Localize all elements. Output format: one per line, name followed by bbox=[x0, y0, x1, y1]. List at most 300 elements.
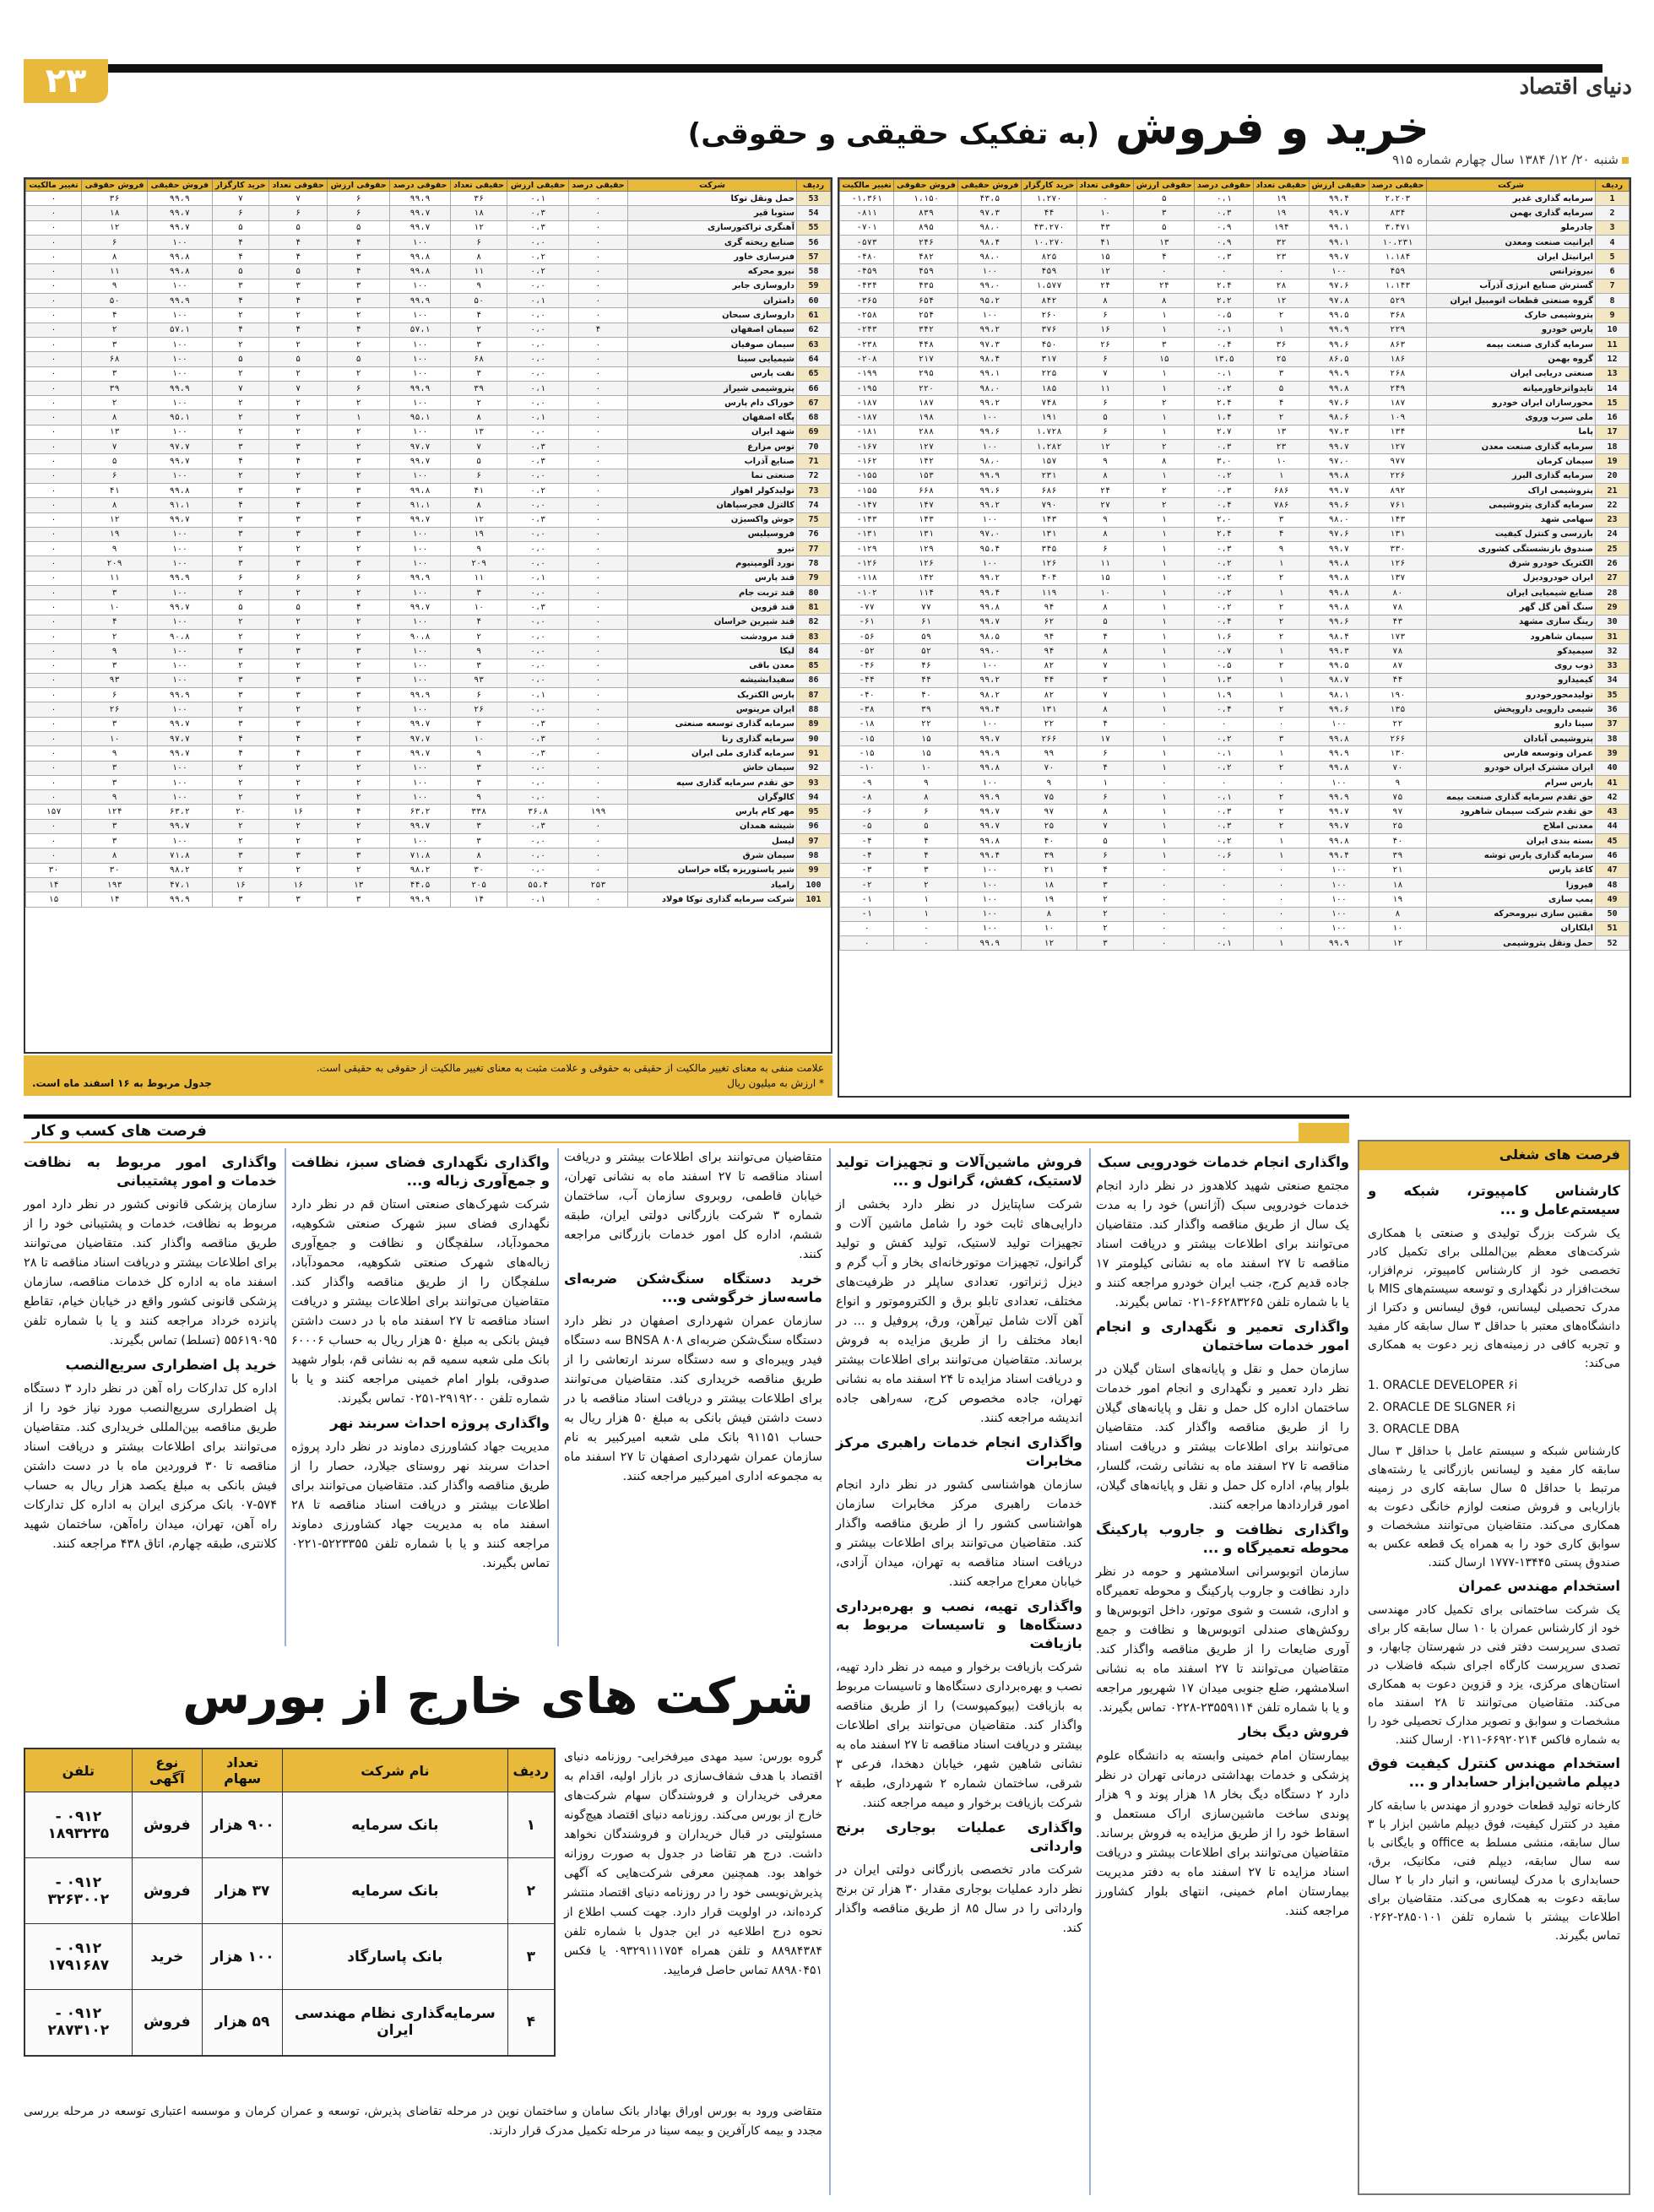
job-body: 3. ORACLE DBA bbox=[1368, 1423, 1460, 1436]
table-cell: ۹۹،۹ bbox=[148, 571, 213, 585]
table-cell: ۰،۰ bbox=[507, 469, 569, 483]
table-header-cell: تغییر مالکیت bbox=[840, 180, 894, 192]
table-cell: ۱ bbox=[1134, 542, 1195, 556]
table-cell: ۴۴ bbox=[894, 673, 958, 687]
table-cell: ۷۱،۸ bbox=[148, 848, 213, 863]
company-name: سرمایه گذاری پتروشیمی bbox=[1427, 498, 1596, 512]
column-divider bbox=[285, 1148, 286, 1646]
company-name: قند تربت جام bbox=[628, 586, 797, 600]
table-cell: ۱۵ bbox=[1134, 352, 1195, 366]
table-cell: ۱۰۰ bbox=[958, 512, 1022, 527]
table-cell: ۰ bbox=[26, 440, 82, 454]
table-cell: ۹۷،۷ bbox=[390, 440, 451, 454]
otc-cell: ۱۰۰ هزار bbox=[202, 1924, 282, 1990]
company-name: کیمیدارو bbox=[1427, 673, 1596, 687]
table-cell: ۹۹،۷ bbox=[1309, 483, 1369, 497]
table-cell: ۰ bbox=[568, 746, 627, 761]
table-cell: ۸۹۵ bbox=[894, 220, 958, 235]
table-cell: ۱۲ bbox=[1254, 294, 1310, 308]
table-cell: ۹۹،۷ bbox=[148, 819, 213, 833]
table-cell: ۱۰۰ bbox=[390, 542, 451, 556]
table-cell: ۰ bbox=[568, 366, 627, 381]
table-cell: ۰ bbox=[1254, 921, 1310, 935]
row-number: 16 bbox=[1596, 410, 1630, 425]
table-cell: ۰ bbox=[26, 644, 82, 659]
table-cell: ۹۹،۵ bbox=[1309, 659, 1369, 673]
table-cell: ۵۲- bbox=[840, 644, 894, 659]
table-cell: ۵ bbox=[269, 600, 328, 615]
table-row bbox=[26, 337, 831, 351]
table-cell: ۱۸۷ bbox=[1369, 396, 1426, 410]
table-cell: ۱،۶ bbox=[1195, 629, 1254, 643]
table-cell: ۱۸۱- bbox=[840, 425, 894, 439]
table-row bbox=[840, 425, 1630, 439]
row-number: 42 bbox=[1596, 790, 1630, 805]
table-cell: ۶۲ bbox=[1022, 615, 1077, 629]
table-cell: ۱۸ bbox=[82, 206, 148, 220]
table-cell: ۱۴۳ bbox=[1369, 512, 1426, 527]
table-cell: ۲۰۸- bbox=[840, 352, 894, 366]
table-cell: ۳ bbox=[894, 863, 958, 877]
table-cell: ۳ bbox=[212, 892, 269, 907]
table-cell: ۰ bbox=[568, 542, 627, 556]
row-number: 7 bbox=[1596, 279, 1630, 293]
company-name: ایران خودرودیزل bbox=[1427, 571, 1596, 585]
table-cell: ۹۹،۲ bbox=[958, 396, 1022, 410]
table-row bbox=[26, 454, 831, 469]
table-cell: ۸۶۳ bbox=[1369, 337, 1426, 351]
table-row bbox=[26, 863, 831, 877]
table-cell: ۵ bbox=[894, 819, 958, 833]
table-cell: ۹۵،۲ bbox=[958, 294, 1022, 308]
table-row bbox=[840, 644, 1630, 659]
company-name: پتروشیمی شیراز bbox=[628, 381, 797, 395]
table-cell: ۱ bbox=[1134, 834, 1195, 848]
table-cell: ۱۰،۲۳۱ bbox=[1369, 235, 1426, 249]
table-row bbox=[26, 556, 831, 571]
otc-header-row bbox=[24, 1748, 555, 1792]
table-cell: ۰،۰ bbox=[507, 366, 569, 381]
table-cell: ۰ bbox=[26, 235, 82, 249]
table-cell: ۲ bbox=[269, 775, 328, 789]
company-name: شیمیایی سینا bbox=[628, 352, 797, 366]
table-cell: ۲۶۶ bbox=[1369, 731, 1426, 745]
table-cell: ۷۴۸ bbox=[1022, 396, 1077, 410]
table-row bbox=[26, 717, 831, 731]
table-cell: ۲۶ bbox=[1076, 337, 1133, 351]
table-cell: ۸۲۵ bbox=[1022, 250, 1077, 264]
otc-intro: گروه بورس: سید مهدی میرفخرایی- روزنامه دنیای اقتصاد با هدف شفاف‌سازی در بازار اولیه، اقدام به معرفی خریداران و فروشندگان سهام شرکت‌های خارج از بورس می‌کند. روزنامه دنیای اقتصاد هیچ‌گونه مسئولیتی در قبال خریداران و فروشندگان نخواهد داشت. درج هر تقاضا در جدول به صورت روزانه خواهد بود. همچنین معرفی شرکت‌هایی که آگهی پذیرش‌نویسی خود را در روزنامه دنیای اقتصاد منتشر کرده‌اند، در اولویت قرار دارد. جهت کسب اطلاع از نحوه درج اطلاعیه در این جدول با شماره تلفن ۸۸۹۸۴۳۸۴ و تلفن همراه ۰۹۳۲۹۱۱۱۷۵۴ یا فکس ۸۸۹۸۰۴۵۱ تماس حاصل فرمایید. bbox=[564, 1750, 822, 1977]
otc-cell: فروش bbox=[132, 1990, 202, 2056]
table-header-cell: حقوقی تعداد bbox=[1076, 180, 1133, 192]
table-cell: ۳۰ bbox=[450, 863, 507, 877]
table-cell: ۳ bbox=[328, 892, 390, 907]
table-cell: ۸ bbox=[1134, 454, 1195, 469]
table-cell: ۰ bbox=[26, 615, 82, 629]
otc-row bbox=[24, 1924, 555, 1990]
company-name: نفت پارس bbox=[628, 366, 797, 381]
table-cell: ۱،۲۷۰ bbox=[1022, 192, 1077, 206]
table-cell: ۹- bbox=[840, 775, 894, 789]
table-cell: ۱ bbox=[1134, 644, 1195, 659]
table-row bbox=[26, 323, 831, 337]
table-cell: ۳ bbox=[212, 440, 269, 454]
table-cell: ۴ bbox=[269, 746, 328, 761]
table-cell: ۱۳۱ bbox=[1369, 527, 1426, 541]
row-number: 12 bbox=[1596, 352, 1630, 366]
row-number: 29 bbox=[1596, 600, 1630, 615]
table-header-cell: حقیقی ارزش bbox=[1309, 180, 1369, 192]
table-cell: ۱۹۰ bbox=[1369, 688, 1426, 702]
table-cell: ۱ bbox=[1254, 746, 1310, 761]
table-cell: ۲ bbox=[269, 586, 328, 600]
table-cell: ۱۰۰ bbox=[390, 425, 451, 439]
table-cell: ۱۵ bbox=[1076, 571, 1133, 585]
table-cell: ۲ bbox=[212, 366, 269, 381]
table-cell: ۹۹،۸ bbox=[958, 834, 1022, 848]
table-cell: ۰ bbox=[26, 746, 82, 761]
table-cell: ۰ bbox=[568, 527, 627, 541]
row-number: 99 bbox=[797, 863, 831, 877]
table-cell: ۷ bbox=[82, 440, 148, 454]
table-cell: ۲ bbox=[269, 396, 328, 410]
table-cell: ۰ bbox=[894, 921, 958, 935]
row-number: 51 bbox=[1596, 921, 1630, 935]
table-row bbox=[26, 629, 831, 643]
table-cell: ۰ bbox=[26, 498, 82, 512]
table-cell: ۰ bbox=[26, 659, 82, 673]
table-cell: ۳۹ bbox=[1022, 848, 1077, 863]
jobs-list bbox=[1359, 1170, 1629, 1955]
table-cell: ۹۱،۱ bbox=[148, 498, 213, 512]
table-cell: ۵۷،۱ bbox=[390, 323, 451, 337]
table-cell: ۹۹،۶ bbox=[958, 483, 1022, 497]
company-name: پاما bbox=[1427, 425, 1596, 439]
table-cell: ۸ bbox=[1134, 294, 1195, 308]
table-cell: ۱۳۷ bbox=[1369, 571, 1426, 585]
table-cell: ۹۹،۷ bbox=[390, 206, 451, 220]
table-cell: ۴۴ bbox=[1022, 206, 1077, 220]
table-cell: ۳ bbox=[269, 644, 328, 659]
table-row bbox=[840, 279, 1630, 293]
table-cell: ۸ bbox=[1076, 527, 1133, 541]
top-rule bbox=[57, 64, 1602, 73]
table-cell: ۱۰۰ bbox=[1309, 775, 1369, 789]
table-cell: ۵ bbox=[212, 352, 269, 366]
row-number: 85 bbox=[797, 659, 831, 673]
table-cell: ۲ bbox=[328, 396, 390, 410]
table-cell: ۰،۰ bbox=[507, 556, 569, 571]
table-cell: ۴ bbox=[894, 834, 958, 848]
table-cell: ۹۹،۶ bbox=[958, 425, 1022, 439]
table-cell: ۰ bbox=[568, 600, 627, 615]
company-name: قند شیرین خراسان bbox=[628, 615, 797, 629]
table-cell: ۴۵۹ bbox=[894, 264, 958, 279]
table-cell: ۱۰۰ bbox=[958, 775, 1022, 789]
table-row bbox=[26, 586, 831, 600]
company-name: سنگ آهن گل گهر bbox=[1427, 600, 1596, 615]
table-cell: ۹۹،۷ bbox=[148, 512, 213, 527]
table-cell: ۲۱ bbox=[1022, 863, 1077, 877]
ad-body: سازمان عمران شهرداری اصفهان در نظر دارد دستگاه سنگ‌شکن ضربه‌ای BNSA ۸۰۸ سه دستگاه فیدر ویبره‌ای و سه دستگاه سرند ارتعاشی را از طریق مناقصه خریداری کند. متقاضیان می‌توانند برای اطلاعات بیشتر و دریافت اسناد مناقصه با در دست داشتن فیش بانکی به مبلغ ۵۰ هزار ریال به حساب ۹۱۱۵۱ بانک ملی شعبه امیرکبیر به نام سازمان عمران شهرداری اصفهان تا ۲۷ اسفند ماه به مجموعه اداری امیرکبیر مراجعه کنند. bbox=[564, 1315, 823, 1483]
row-number: 54 bbox=[797, 206, 831, 220]
table-cell: ۳ bbox=[82, 586, 148, 600]
table-cell: ۰،۳ bbox=[507, 600, 569, 615]
table-cell: ۱،۳ bbox=[1195, 673, 1254, 687]
table-cell: ۵۰ bbox=[82, 294, 148, 308]
otc-footer: متقاضی ورود به بورس اوراق بهادار بانک سامان و ساختمان نوین در مرحله تقاضای پذیرش، توسعه و عمران کرمان و موسسه اعتباری توسعه در مرحله بررسی مجدد و بیمه کارآفرین و بیمه سینا در مرحله تکمیل مدرک قرار دارند. bbox=[24, 2105, 822, 2138]
row-number: 65 bbox=[797, 366, 831, 381]
table-cell: ۲ bbox=[269, 425, 328, 439]
table-cell: ۲۲ bbox=[894, 717, 958, 731]
company-name: تولیدمحورخودرو bbox=[1427, 688, 1596, 702]
table-cell: ۰ bbox=[26, 600, 82, 615]
table-cell: ۲- bbox=[840, 877, 894, 892]
table-cell: ۹۹،۷ bbox=[390, 454, 451, 469]
table-cell: ۰،۰ bbox=[507, 527, 569, 541]
table-cell: ۳- bbox=[840, 863, 894, 877]
table-cell: ۰ bbox=[26, 308, 82, 323]
table-row bbox=[840, 936, 1630, 951]
table-cell: ۹ bbox=[450, 790, 507, 805]
otc-header-cell: نوع آگهی bbox=[132, 1748, 202, 1792]
table-row bbox=[26, 425, 831, 439]
table-cell: ۹۹،۶ bbox=[1309, 498, 1369, 512]
table-cell: ۱۵۳ bbox=[894, 469, 958, 483]
table-row bbox=[840, 294, 1630, 308]
table-cell: ۰ bbox=[26, 469, 82, 483]
table-cell: ۲ bbox=[1076, 892, 1133, 907]
row-number: 10 bbox=[1596, 323, 1630, 337]
row-number: 36 bbox=[1596, 702, 1630, 717]
table-cell: ۹۳ bbox=[450, 673, 507, 687]
company-name: سرمایه گذاری صنعت معدن bbox=[1427, 440, 1596, 454]
table-cell: ۲ bbox=[1134, 498, 1195, 512]
table-row bbox=[26, 819, 831, 833]
row-number: 72 bbox=[797, 469, 831, 483]
table-cell: ۸ bbox=[82, 848, 148, 863]
job-body: 1. ORACLE DEVELOPER ۶i bbox=[1368, 1379, 1518, 1392]
table-cell: ۰،۰ bbox=[507, 863, 569, 877]
stock-table-right bbox=[838, 177, 1631, 1098]
company-name: ایران مرینوس bbox=[628, 702, 797, 717]
table-cell: ۰،۳ bbox=[507, 454, 569, 469]
table-cell: ۲ bbox=[269, 308, 328, 323]
table-cell: ۰،۳ bbox=[1195, 819, 1254, 833]
table-cell: ۲۲ bbox=[1022, 717, 1077, 731]
table-cell: ۰ bbox=[1254, 717, 1310, 731]
table-cell: ۱۶۲- bbox=[840, 454, 894, 469]
table-cell: ۵ bbox=[1134, 220, 1195, 235]
company-name: پگاه اصفهان bbox=[628, 410, 797, 425]
table-cell: ۱۳ bbox=[1134, 235, 1195, 249]
table-cell: ۱۴۳- bbox=[840, 512, 894, 527]
table-cell: ۱۰ bbox=[1022, 921, 1077, 935]
row-number: 41 bbox=[1596, 775, 1630, 789]
company-name: صندوق بازنشستگی کشوری bbox=[1427, 542, 1596, 556]
ad-body: اداره کل تدارکات راه آهن در نظر دارد ۳ دستگاه پل اضطراری سریع‌النصب مورد نیاز خود را از طریق مناقصه بین‌المللی خریداری کند. متقاضیان می‌توانند برای اطلاعات بیشتر و دریافت اسناد مناقصه تا ۳۰ فروردین ماه با در دست داشتن فیش بانکی به مبلغ یکصد هزار ریال به حساب ۵۷۴-۰۷ بانک مرکزی ایران به اداره کل تدارکات راه آهن، تهران، میدان راه‌آهن، ساختمان شهید کلانتری، طبقه چهارم، اتاق ۴۳۸ مراجعه کنند. bbox=[24, 1382, 277, 1551]
table-cell: ۳ bbox=[269, 279, 328, 293]
table-cell: ۳۶ bbox=[1254, 337, 1310, 351]
otc-row bbox=[24, 1792, 555, 1858]
table-cell: ۶۳،۲ bbox=[390, 805, 451, 819]
table-cell: ۹۹،۹ bbox=[1309, 366, 1369, 381]
table-cell: ۳ bbox=[1134, 206, 1195, 220]
table-cell: ۷۷ bbox=[894, 600, 958, 615]
table-cell: ۱۶ bbox=[1076, 323, 1133, 337]
table-cell: ۴۵۹- bbox=[840, 264, 894, 279]
table-cell: ۲۳ bbox=[1254, 440, 1310, 454]
table-header-cell: حقیقی درصد bbox=[1369, 180, 1426, 192]
table-header-cell: ردیف bbox=[1596, 180, 1630, 192]
table-cell: ۵۶- bbox=[840, 629, 894, 643]
table-cell: ۱ bbox=[1134, 746, 1195, 761]
page-number: ۲۳ bbox=[24, 59, 108, 103]
company-name: شیر پاستوریزه پگاه خراسان bbox=[628, 863, 797, 877]
row-number: 9 bbox=[1596, 308, 1630, 323]
company-name: رینگ سازی مشهد bbox=[1427, 615, 1596, 629]
table-cell: ۲ bbox=[269, 469, 328, 483]
table-cell: ۳ bbox=[269, 688, 328, 702]
table-cell: ۱۶ bbox=[269, 877, 328, 892]
table-row bbox=[840, 483, 1630, 497]
table-cell: ۱۰ bbox=[450, 731, 507, 745]
table-cell: ۰،۲ bbox=[1195, 761, 1254, 775]
row-number: 33 bbox=[1596, 659, 1630, 673]
table-cell: ۴۷،۱ bbox=[148, 877, 213, 892]
table-header-cell: حقیقی تعداد bbox=[450, 180, 507, 192]
table-cell: ۳۴۵ bbox=[1022, 542, 1077, 556]
table-cell: ۲ bbox=[328, 761, 390, 775]
row-number: 62 bbox=[797, 323, 831, 337]
table-cell: ۴۰- bbox=[840, 688, 894, 702]
table-cell: ۷۸ bbox=[1369, 600, 1426, 615]
row-number: 48 bbox=[1596, 877, 1630, 892]
table-cell: ۰ bbox=[568, 396, 627, 410]
table-cell: ۲۰۹ bbox=[82, 556, 148, 571]
row-number: 82 bbox=[797, 615, 831, 629]
table-cell: ۱۰۰ bbox=[148, 425, 213, 439]
table-cell: ۱۰۹ bbox=[1369, 410, 1426, 425]
table-cell: ۱۶۷- bbox=[840, 440, 894, 454]
table-cell: ۱۰۰ bbox=[148, 469, 213, 483]
table-cell: ۹۷،۰ bbox=[1309, 454, 1369, 469]
table-row bbox=[840, 454, 1630, 469]
table-cell: ۹۹،۹ bbox=[148, 294, 213, 308]
table-cell: ۶ bbox=[82, 688, 148, 702]
otc-cell: فروش bbox=[132, 1792, 202, 1858]
table-cell: ۹ bbox=[82, 790, 148, 805]
otc-cell: خرید bbox=[132, 1924, 202, 1990]
table-cell: ۲ bbox=[450, 396, 507, 410]
table-cell: ۱،۱۴۳ bbox=[1369, 279, 1426, 293]
table-cell: ۱۳ bbox=[328, 877, 390, 892]
company-name: سرمایه گذاری بهمن bbox=[1427, 206, 1596, 220]
table-cell: ۹۹،۹ bbox=[958, 790, 1022, 805]
table-cell: ۶۸۶ bbox=[1254, 483, 1310, 497]
table-cell: ۴۰۴ bbox=[1022, 571, 1077, 585]
table-cell: ۳۸- bbox=[840, 702, 894, 717]
table-cell: ۴۰ bbox=[894, 688, 958, 702]
table-cell: ۰،۰ bbox=[507, 673, 569, 687]
table-cell: ۱۱ bbox=[1076, 381, 1133, 395]
row-number: 24 bbox=[1596, 527, 1630, 541]
table-cell: ۱۲ bbox=[82, 220, 148, 235]
table-row bbox=[840, 659, 1630, 673]
table-cell: ۹۷۷ bbox=[1369, 454, 1426, 469]
table-cell: ۹۹،۷ bbox=[148, 746, 213, 761]
table-cell: ۲۰۵ bbox=[450, 877, 507, 892]
table-cell: ۵ bbox=[1134, 192, 1195, 206]
table-cell: ۹۹،۶ bbox=[1309, 615, 1369, 629]
table-row bbox=[840, 877, 1630, 892]
table-cell: ۳ bbox=[328, 294, 390, 308]
table-cell: ۳ bbox=[1076, 936, 1133, 951]
table-cell: ۲۸ bbox=[1254, 279, 1310, 293]
table-row bbox=[840, 775, 1630, 789]
table-cell: ۱ bbox=[1134, 556, 1195, 571]
table-cell: ۰ bbox=[26, 848, 82, 863]
table-cell: ۲ bbox=[328, 586, 390, 600]
table-header-row bbox=[840, 180, 1630, 192]
table-cell: ۹۹،۷ bbox=[1309, 250, 1369, 264]
table-cell: ۱۰۰ bbox=[390, 615, 451, 629]
table-cell: ۴۳ bbox=[1369, 615, 1426, 629]
row-number: 40 bbox=[1596, 761, 1630, 775]
table-row bbox=[26, 220, 831, 235]
table-cell: ۹۹،۷ bbox=[1309, 819, 1369, 833]
table-cell: ۱۲ bbox=[450, 220, 507, 235]
table-cell: ۲ bbox=[328, 542, 390, 556]
table-cell: ۸۹۲ bbox=[1369, 483, 1426, 497]
table-cell: ۱ bbox=[1254, 644, 1310, 659]
table-row bbox=[26, 877, 831, 892]
otc-row bbox=[24, 1858, 555, 1924]
table-cell: ۰ bbox=[568, 352, 627, 366]
table-cell: ۰ bbox=[1134, 936, 1195, 951]
table-cell: ۰،۰ bbox=[507, 659, 569, 673]
table-cell: ۳ bbox=[82, 834, 148, 848]
row-number: 58 bbox=[797, 264, 831, 279]
company-name: سیمان شاهرود bbox=[1427, 629, 1596, 643]
table-cell: ۹۸،۶ bbox=[1309, 410, 1369, 425]
table-cell: ۲ bbox=[269, 702, 328, 717]
table-cell: ۳۶،۸ bbox=[507, 805, 569, 819]
company-name: سیمان اصفهان bbox=[628, 323, 797, 337]
otc-cell: ۵۹ هزار bbox=[202, 1990, 282, 2056]
table-cell: ۹۹،۸ bbox=[1309, 600, 1369, 615]
table-cell: ۱،۱۵۰ bbox=[894, 192, 958, 206]
row-number: 27 bbox=[1596, 571, 1630, 585]
table-row bbox=[26, 250, 831, 264]
table-cell: ۹ bbox=[894, 775, 958, 789]
row-number: 20 bbox=[1596, 469, 1630, 483]
table-cell: ۲۸۸ bbox=[894, 425, 958, 439]
table-cell: ۱۹۴ bbox=[1254, 220, 1310, 235]
table-cell: ۰،۱ bbox=[1195, 936, 1254, 951]
table-cell: ۱۰۰ bbox=[390, 308, 451, 323]
table-cell: ۱۵ bbox=[26, 892, 82, 907]
table-cell: ۵ bbox=[212, 220, 269, 235]
table-cell: ۱۵۵- bbox=[840, 483, 894, 497]
brand-logo: دنیای اقتصاد bbox=[1519, 74, 1632, 100]
table-cell: ۹۹،۷ bbox=[148, 206, 213, 220]
table-cell: ۹۸،۰ bbox=[958, 220, 1022, 235]
table-cell: ۲ bbox=[269, 366, 328, 381]
table-cell: ۳،۰ bbox=[1195, 454, 1254, 469]
table-cell: ۸ bbox=[894, 790, 958, 805]
table-cell: ۱ bbox=[1134, 600, 1195, 615]
